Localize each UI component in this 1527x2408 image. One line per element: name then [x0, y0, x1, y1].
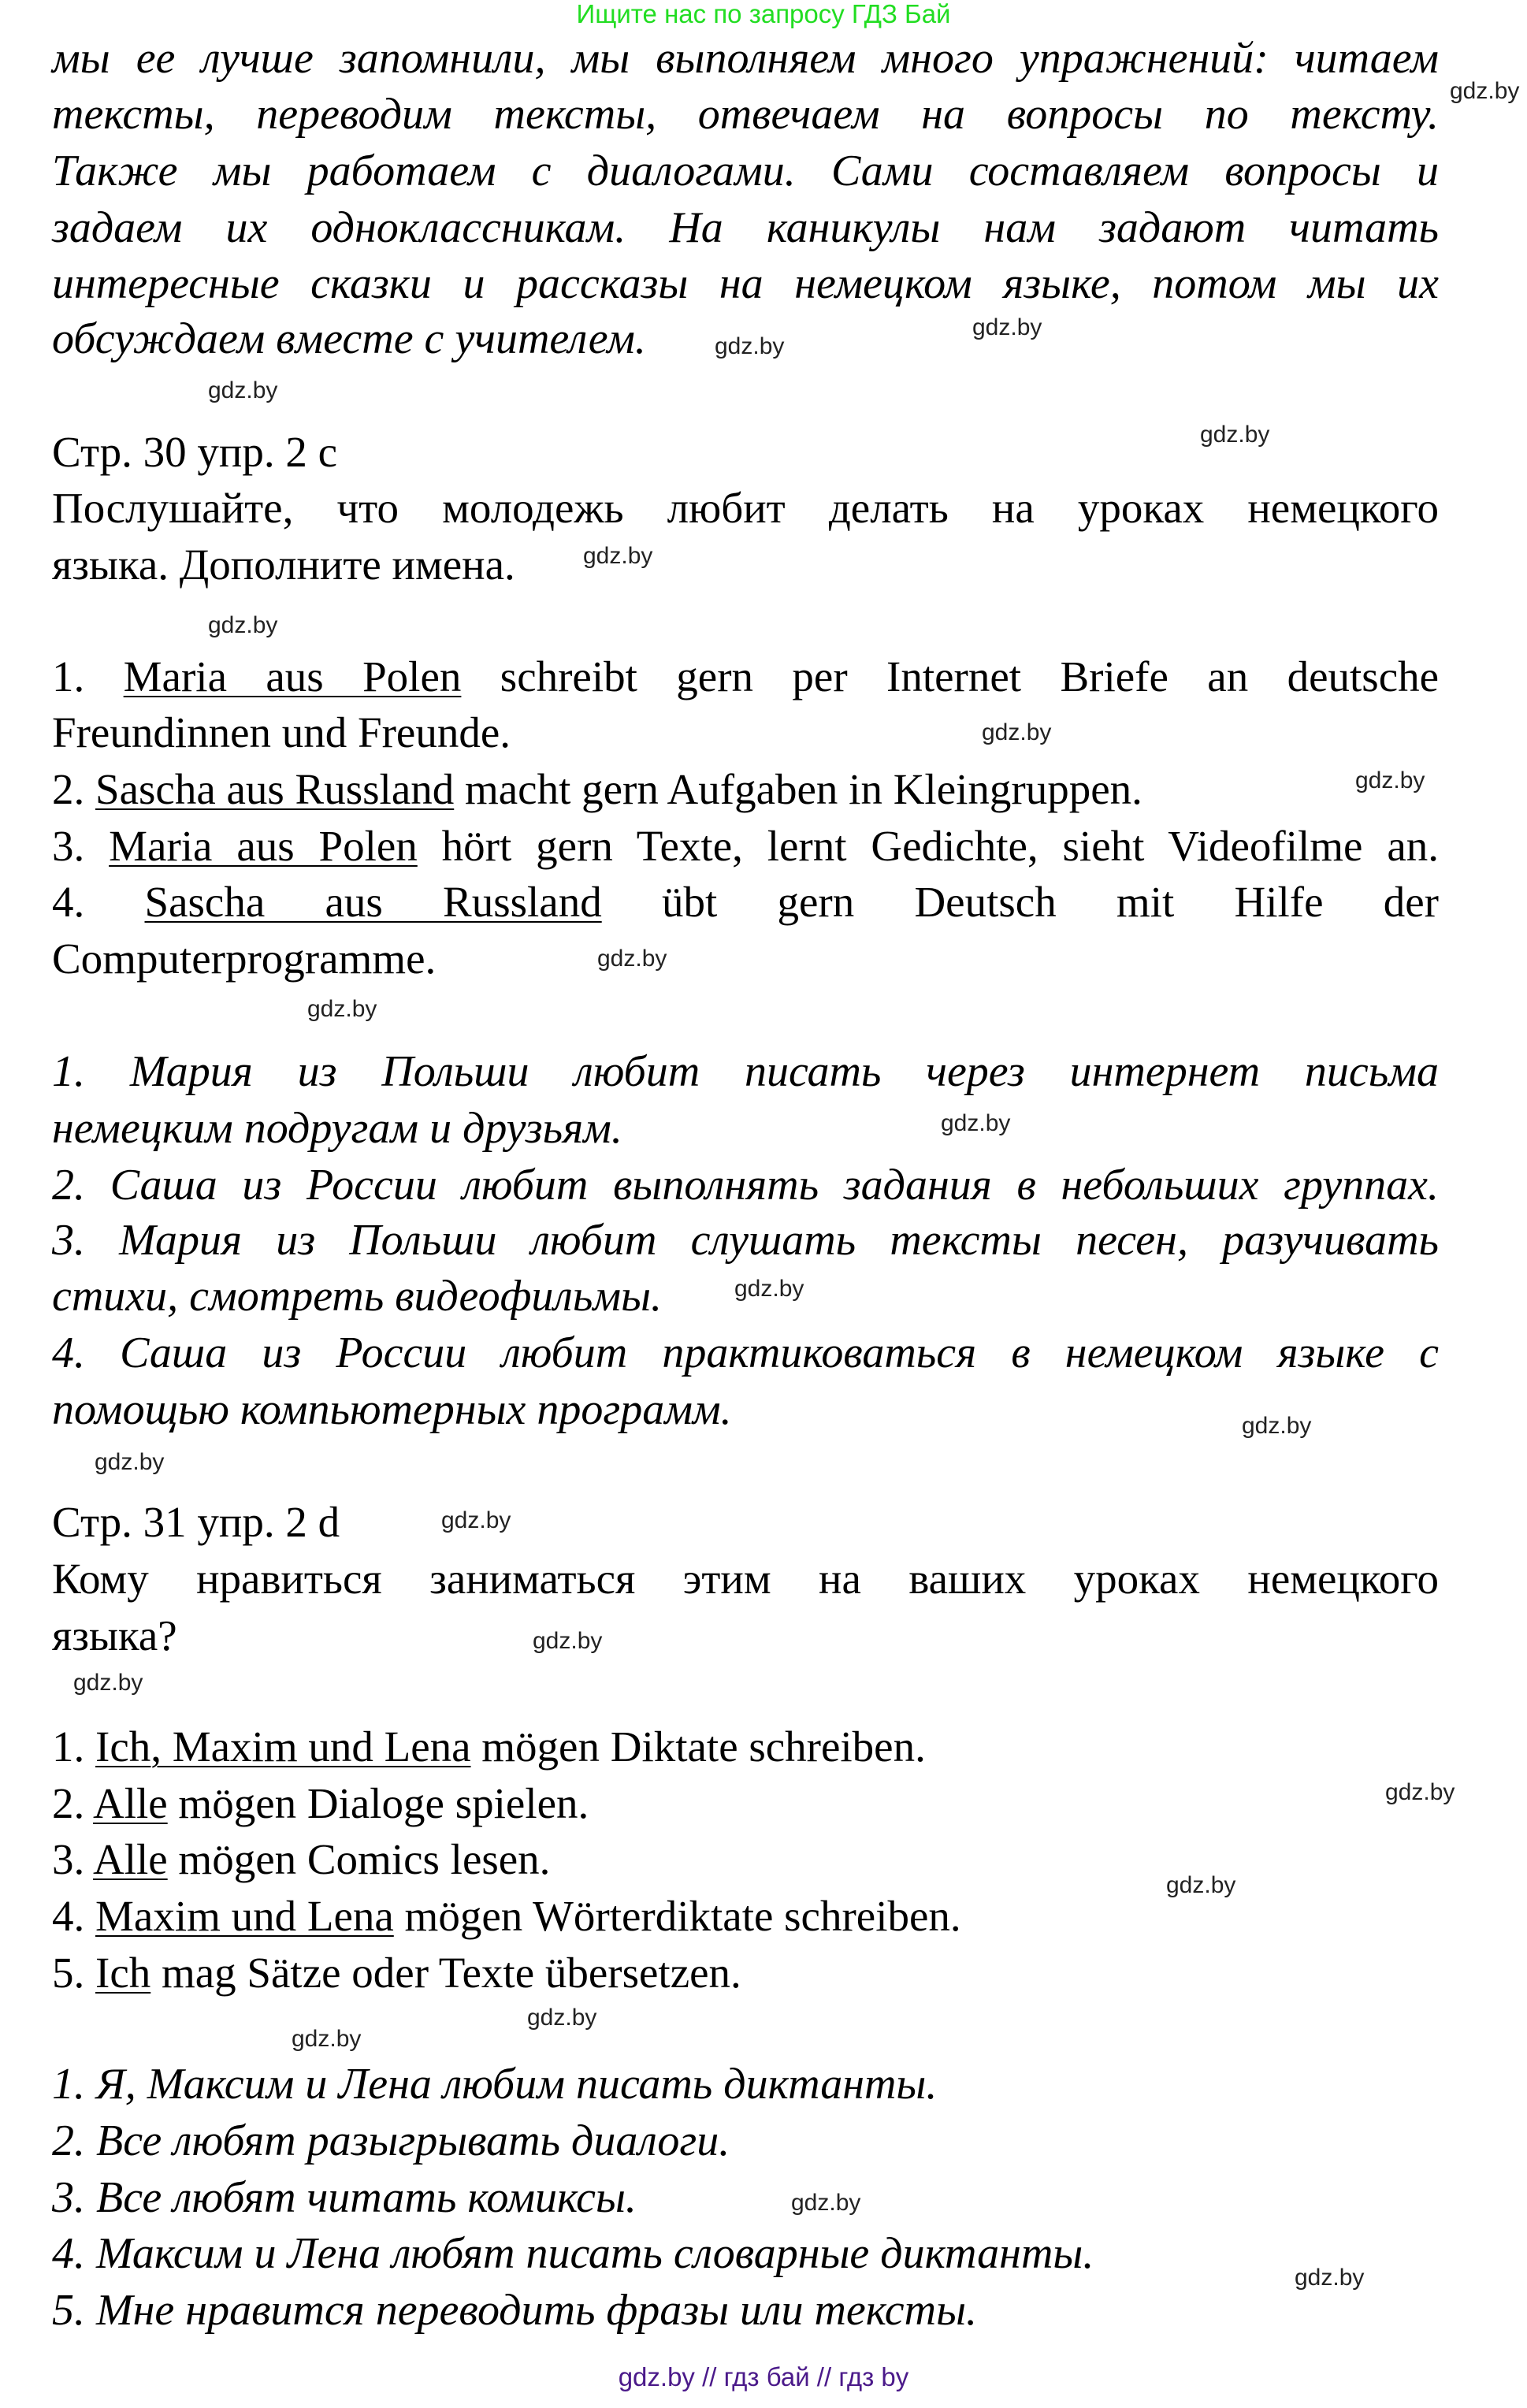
text-line: [52, 1775, 1439, 1832]
text-segment: Computerprogramme.: [52, 935, 437, 983]
gdz-watermark: gdz.by: [208, 612, 278, 638]
text-segment: 5.: [52, 1949, 95, 1997]
gdz-watermark: gdz.by: [95, 1449, 165, 1475]
underlined-answer: Sascha aus Russland: [144, 878, 602, 926]
text-segment: mögen Comics lesen.: [167, 1835, 551, 1883]
text-line: [52, 704, 1439, 761]
footer-watermark: gdz.by // гдз бай // гдз by: [618, 2362, 909, 2391]
gdz-watermark: gdz.by: [982, 719, 1052, 745]
underlined-answer: Maria aus Polen: [123, 652, 462, 700]
text-segment: 4. Максим и Лена любят писать словарные диктанты.: [52, 2229, 1094, 2278]
gdz-watermark: gdz.by: [1450, 78, 1520, 104]
text-line: [52, 2113, 1439, 2169]
gdz-watermark: gdz.by: [941, 1110, 1011, 1136]
text-line: [52, 1719, 1439, 1775]
text-segment: 1. Я, Максим и Лена любим писать диктанты.: [52, 2060, 938, 2109]
text-segment: Стр. 31 упр. 2 d: [52, 1498, 340, 1546]
text-segment: 2. Все любят разыгрывать диалоги.: [52, 2116, 730, 2165]
text-segment: 1. Мария из Польши любит писать через интернет письма: [52, 1047, 1439, 1096]
text-line: [52, 761, 1439, 818]
text-segment: hört gern Texte, lernt Gedichte, sieht Videofilme an.: [417, 822, 1440, 870]
gdz-watermark: gdz.by: [1200, 422, 1270, 448]
text-segment: 3. Все любят читать комиксы.: [52, 2173, 637, 2222]
gdz-watermark: gdz.by: [73, 1670, 143, 1696]
text-line: [52, 1381, 1439, 1438]
text-line: [52, 2282, 1439, 2339]
gdz-watermark: gdz.by: [307, 996, 377, 1022]
gdz-watermark: gdz.by: [208, 377, 278, 403]
text-segment: 2.: [52, 765, 95, 813]
text-segment: помощью компьютерных программ.: [52, 1385, 732, 1434]
text-segment: интересные сказки и рассказы на немецком языке, потом мы их: [52, 259, 1439, 308]
text-segment: mag Sätze oder Texte übersetzen.: [150, 1949, 741, 1997]
text-segment: 4.: [52, 1892, 95, 1940]
text-line: [52, 1945, 1439, 2001]
text-line: [52, 2169, 1439, 2226]
text-segment: mögen Dialoge spielen.: [167, 1779, 589, 1827]
text-segment: 1.: [52, 1722, 95, 1771]
gdz-watermark: gdz.by: [597, 946, 667, 972]
text-line: [52, 1212, 1439, 1269]
gdz-watermark: gdz.by: [1295, 2265, 1365, 2291]
text-line: [52, 1607, 1439, 1664]
section-heading: [52, 1494, 1439, 1551]
text-segment: schreibt gern per Internet Briefe an deutsche: [461, 652, 1440, 700]
text-line: [52, 1043, 1439, 1100]
underlined-answer: Maria aus Polen: [109, 822, 418, 870]
text-segment: 2. Саша из России любит выполнять задания в небольших группах.: [52, 1161, 1439, 1210]
text-segment: немецким подругам и друзьям.: [52, 1104, 622, 1153]
gdz-watermark: gdz.by: [1385, 1779, 1455, 1805]
gdz-watermark: gdz.by: [715, 333, 785, 359]
gdz-watermark: gdz.by: [1166, 1872, 1236, 1898]
text-line: [52, 30, 1439, 87]
text-segment: 4. Саша из России любит практиковаться в немецком языке с: [52, 1328, 1439, 1377]
gdz-watermark: gdz.by: [441, 1507, 511, 1533]
underlined-answer: Ich: [95, 1949, 151, 1997]
text-segment: задаем их одноклассникам. На каникулы нам задают читать: [52, 203, 1439, 252]
gdz-watermark: gdz.by: [527, 2005, 597, 2031]
text-line: [52, 255, 1439, 312]
text-segment: 2.: [52, 1779, 93, 1827]
text-segment: 3.: [52, 1835, 93, 1883]
text-line: [52, 1551, 1439, 1607]
gdz-watermark: gdz.by: [583, 543, 653, 569]
text-segment: Freundinnen und Freunde.: [52, 708, 511, 756]
gdz-watermark: gdz.by: [292, 2026, 362, 2052]
text-line: [52, 1325, 1439, 1381]
text-line: [52, 1100, 1439, 1157]
text-line: [52, 1157, 1439, 1213]
text-line: [52, 874, 1439, 931]
underlined-answer: Maxim und Lena: [95, 1892, 394, 1940]
text-segment: übt gern Deutsch mit Hilfe der: [601, 878, 1439, 926]
underlined-answer: Sascha aus Russland: [95, 765, 455, 813]
text-segment: mögen Wörterdiktate schreiben.: [393, 1892, 961, 1940]
text-line: [52, 818, 1439, 875]
gdz-watermark: gdz.by: [972, 314, 1042, 340]
text-segment: языка?: [52, 1611, 177, 1659]
text-line: [52, 2225, 1439, 2282]
text-segment: тексты, переводим тексты, отвечаем на вопросы по тексту.: [52, 90, 1439, 139]
text-segment: Послушайте, что молодежь любит делать на уроках немецкого: [52, 484, 1439, 532]
gdz-watermark: gdz.by: [533, 1628, 603, 1654]
text-line: [52, 199, 1439, 256]
text-line: [52, 931, 1439, 987]
text-segment: mögen Diktate schreiben.: [470, 1722, 926, 1771]
text-segment: 3.: [52, 822, 110, 870]
search-banner: Ищите нас по запросу ГДЗ Бай: [576, 0, 951, 28]
underlined-answer: Alle: [92, 1779, 168, 1827]
text-line: [52, 2056, 1439, 2113]
text-line: [52, 537, 1439, 593]
text-segment: обсуждаем вместе с учителем.: [52, 314, 646, 363]
text-segment: 3. Мария из Польши любит слушать тексты песен, разучивать: [52, 1216, 1439, 1265]
text-segment: Стр. 30 упр. 2 c: [52, 428, 338, 476]
text-line: [52, 86, 1439, 143]
text-segment: Кому нравиться заниматься этим на ваших уроках немецкого: [52, 1555, 1439, 1603]
text-line: [52, 648, 1439, 705]
text-line: [52, 480, 1439, 537]
text-segment: 1.: [52, 652, 124, 700]
text-segment: языка. Дополните имена.: [52, 541, 515, 589]
text-segment: стихи, смотреть видеофильмы.: [52, 1272, 662, 1321]
gdz-watermark: gdz.by: [734, 1276, 804, 1302]
underlined-answer: Alle: [92, 1835, 168, 1883]
text-line: [52, 143, 1439, 199]
gdz-watermark: gdz.by: [1242, 1413, 1312, 1439]
text-segment: macht gern Aufgaben in Kleingruppen.: [454, 765, 1142, 813]
text-segment: Также мы работаем с диалогами. Сами составляем вопросы и: [52, 147, 1439, 195]
text-segment: 4.: [52, 878, 145, 926]
text-segment: мы ее лучше запомнили, мы выполняем много упражнений: читаем: [52, 34, 1439, 83]
gdz-watermark: gdz.by: [791, 2190, 861, 2216]
gdz-watermark: gdz.by: [1355, 767, 1425, 793]
underlined-answer: Ich, Maxim und Lena: [95, 1722, 471, 1771]
text-segment: 5. Мне нравится переводить фразы или тексты.: [52, 2286, 978, 2335]
